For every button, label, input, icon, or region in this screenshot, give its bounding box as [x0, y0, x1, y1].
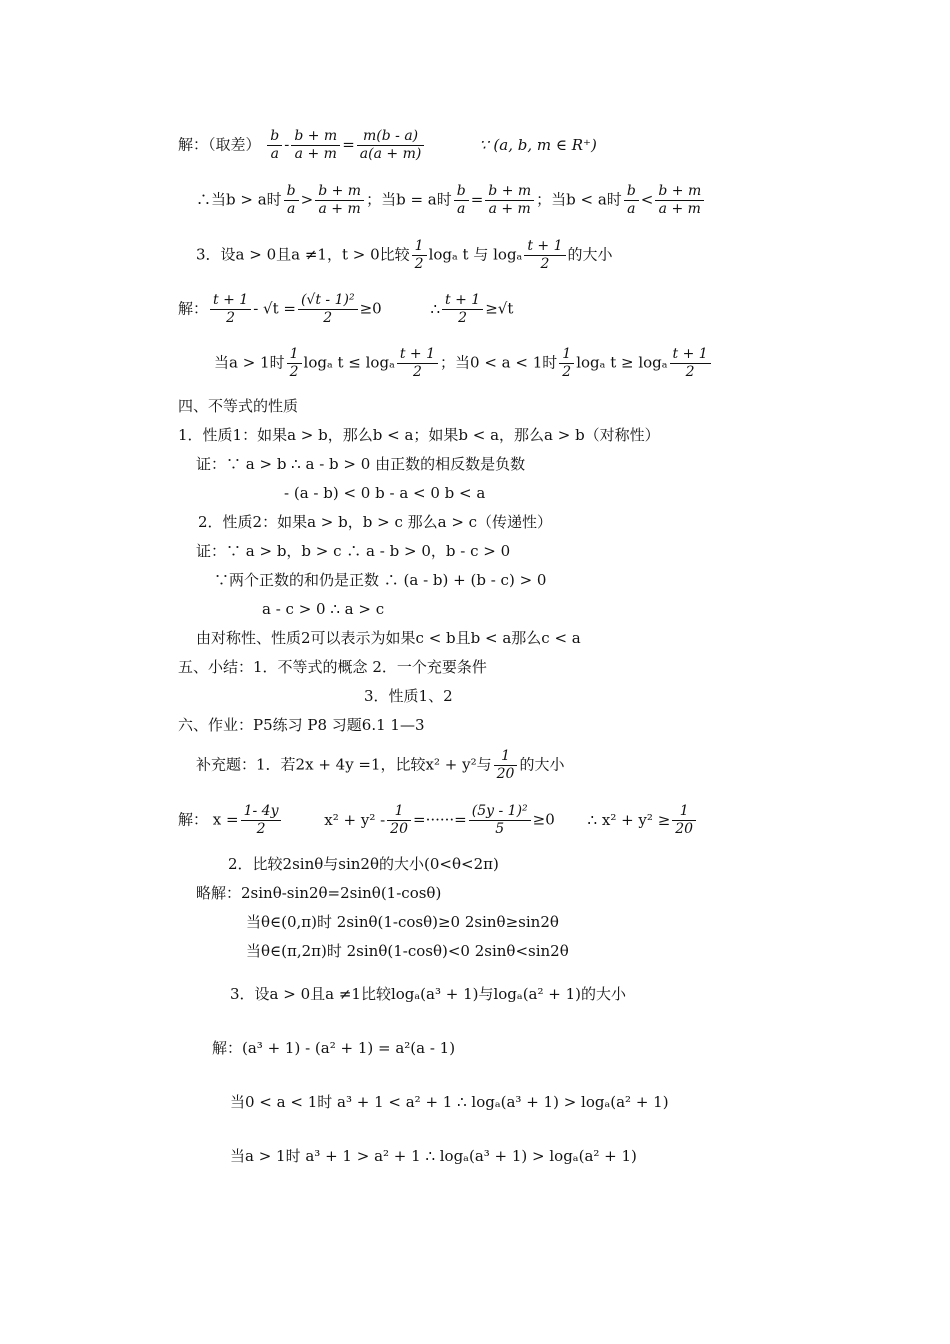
den: 2 [414, 256, 424, 272]
num: b [624, 183, 639, 201]
fraction [442, 292, 483, 327]
fraction [524, 238, 565, 273]
num: 1 [287, 346, 302, 364]
extra-problem-2: 2．比较2sinθ与sin2θ的大小(0<θ<2π) [228, 855, 499, 873]
den: 2 [540, 256, 550, 272]
den: a [286, 201, 296, 217]
text: 的大小 [567, 245, 613, 264]
text: 解： [178, 299, 209, 318]
den: 20 [675, 821, 694, 837]
text: ∴ x² + y² ≥ [587, 810, 671, 829]
den: 2 [685, 364, 695, 380]
den: 2 [412, 364, 422, 380]
text: = [470, 190, 484, 209]
num: (√t - 1)² [298, 292, 358, 310]
den: a [270, 146, 279, 162]
condition: ∵ (a, b, m ∈ R⁺) [479, 135, 597, 154]
text: 解： x = [178, 810, 239, 829]
den: 2 [256, 821, 266, 837]
num: t + 1 [442, 292, 483, 310]
num: b + m [485, 183, 534, 201]
den: a + m [658, 201, 701, 217]
fraction [559, 346, 574, 381]
num: b + m [655, 183, 704, 201]
text: > [300, 190, 314, 209]
text: x² + y² - [324, 810, 386, 829]
solution-3-cases [214, 346, 713, 381]
fraction [241, 803, 282, 838]
text: 当a > 1时 [214, 353, 285, 372]
text: logₐ t ≤ logₐ [303, 353, 395, 372]
fraction [655, 183, 704, 218]
section-6-homework: 六、作业：P5练习 P8 习题6.1 1—3 [178, 716, 425, 734]
problem-3 [196, 238, 613, 273]
summary-item-3: 3．性质1、2 [364, 687, 453, 705]
text: ∴当b > a时 [196, 190, 282, 209]
num: t + 1 [397, 346, 438, 364]
den: 2 [562, 364, 572, 380]
fraction [624, 183, 639, 218]
num: b [284, 183, 299, 201]
fraction [485, 183, 534, 218]
extra-solution-2: 略解：2sinθ-sin2θ=2sinθ(1-cosθ) [196, 884, 442, 902]
extra-solution-2-case2: 当θ∈(π,2π)时 2sinθ(1-cosθ)<0 2sinθ<sin2θ [246, 942, 569, 960]
text: ≥√t [485, 299, 514, 318]
fraction [670, 346, 711, 381]
den: 2 [458, 310, 468, 326]
fraction [397, 346, 438, 381]
text: ≥0 [359, 299, 382, 318]
num: 1 [387, 803, 411, 821]
num: b [267, 128, 282, 146]
fraction [298, 292, 358, 327]
solution-3 [178, 292, 513, 327]
den: 5 [495, 821, 505, 837]
num: 1 [412, 238, 427, 256]
fraction [454, 183, 469, 218]
fraction [284, 183, 299, 218]
den: 2 [289, 364, 299, 380]
text: 的大小 [519, 755, 565, 774]
num: 1 [494, 748, 518, 766]
fraction [494, 748, 518, 783]
text: < [640, 190, 654, 209]
num: 1 [559, 346, 574, 364]
num: 1- 4y [241, 803, 282, 821]
text: - √t = [253, 299, 296, 318]
num: b + m [315, 183, 364, 201]
extra-solution-3-case1: 当0 < a < 1时 a³ + 1 < a² + 1 ∴ logₐ(a³ + 1) > logₐ(a² + 1) [230, 1093, 669, 1111]
section-5-summary: 五、小结：1．不等式的概念 2．一个充要条件 [178, 658, 487, 676]
extra-solution-3-case2: 当a > 1时 a³ + 1 > a² + 1 ∴ logₐ(a³ + 1) > logₐ(a² + 1) [230, 1147, 637, 1165]
fraction [387, 803, 411, 838]
text: logₐ t ≥ logₐ [576, 353, 668, 372]
text: ；当0 < a < 1时 [440, 353, 558, 372]
den: 2 [323, 310, 333, 326]
label: 解：（取差） [178, 135, 261, 154]
proof-2-line1: 证：∵ a > b，b > c ∴ a - b > 0，b - c > 0 [196, 542, 511, 560]
den: 20 [390, 821, 408, 837]
extra-solution-1 [178, 803, 698, 838]
text: 补充题：1．若2x + 4y =1，比较x² + y²与 [196, 755, 492, 774]
num: 1 [672, 803, 696, 821]
proof-1-line2: - (a - b) < 0 b - a < 0 b < a [284, 484, 486, 502]
property-1: 1．性质1：如果a > b，那么b < a；如果b < a，那么a > b（对称性） [178, 426, 660, 444]
proof-1-line1: 证：∵ a > b ∴ a - b > 0 由正数的相反数是负数 [196, 455, 526, 473]
den: a + m [488, 201, 531, 217]
text: =······= [413, 810, 467, 829]
extra-solution-3: 解：(a³ + 1) - (a² + 1) = a²(a - 1) [212, 1039, 456, 1057]
fraction [412, 238, 427, 273]
den: a [457, 201, 466, 217]
section-4-heading: 四、不等式的性质 [178, 397, 299, 415]
den: a + m [294, 146, 337, 162]
fraction [315, 183, 364, 218]
fraction [291, 128, 340, 163]
proof-2-line3: a - c > 0 ∴ a > c [262, 600, 385, 618]
den: 2 [226, 310, 236, 326]
property-2: 2．性质2：如果a > b，b > c 那么a > c（传递性） [198, 513, 553, 531]
fraction [469, 803, 531, 838]
num: (5y - 1)² [469, 803, 531, 821]
den: a(a + m) [359, 146, 422, 162]
text: ∴ [430, 299, 441, 318]
num: b [454, 183, 469, 201]
den: a [627, 201, 636, 217]
fraction [210, 292, 251, 327]
den: 20 [496, 766, 515, 782]
num: b + m [291, 128, 340, 146]
fraction [287, 346, 302, 381]
fraction [672, 803, 696, 838]
fraction [267, 128, 282, 163]
text: ≥0 [532, 810, 555, 829]
symmetry-note: 由对称性、性质2可以表示为如果c < b且b < a那么c < a [196, 629, 581, 647]
num: t + 1 [524, 238, 565, 256]
num: t + 1 [210, 292, 251, 310]
extra-problem-1 [196, 748, 564, 783]
num: t + 1 [670, 346, 711, 364]
fraction [357, 128, 425, 163]
text: ；当b < a时 [536, 190, 622, 209]
proof-2-line2: ∵两个正数的和仍是正数 ∴ (a - b) + (b - c) > 0 [214, 571, 547, 589]
den: a + m [318, 201, 361, 217]
text: 3．设a > 0且a ≠1，t > 0比较 [196, 245, 410, 264]
solution-1: 解：（取差） $\frac{b}{a}$ - $\frac{b + m}{a + m}$ = $\frac{m(b - a)}{a(a + m)}$ ∵ (a, b, m ∈ R⁺) [178, 128, 597, 162]
extra-problem-3: 3．设a > 0且a ≠1比较logₐ(a³ + 1)与logₐ(a² + 1)的大小 [230, 985, 627, 1003]
solution-1-cases [196, 183, 706, 218]
num: m(b - a) [357, 128, 425, 146]
text: logₐ t 与 logₐ [428, 245, 523, 264]
text: ；当b = a时 [366, 190, 452, 209]
extra-solution-2-case1: 当θ∈(0,π)时 2sinθ(1-cosθ)≥0 2sinθ≥sin2θ [246, 913, 559, 931]
